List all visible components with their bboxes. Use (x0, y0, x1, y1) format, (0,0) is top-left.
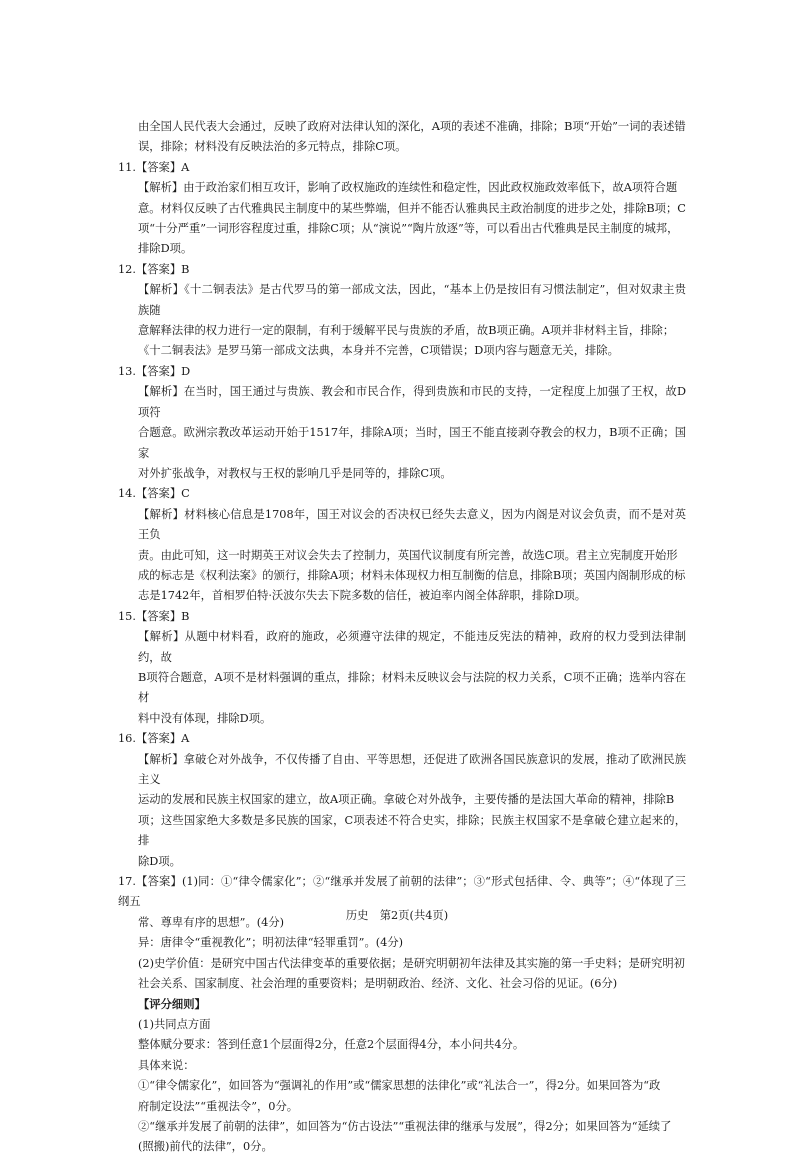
text-line: 运动的发展和民族主权国家的建立，故A项正确。拿破仑对外战争，主要传播的是法国大革命的精神，排除B (138, 793, 675, 807)
document-body (118, 117, 686, 1158)
text-line: 【解析】在当时，国王通过与贵族、教会和市民合作，得到贵族和市民的支持，一定程度上加强了王权，故D项符 (138, 385, 686, 419)
text-line: 志是1742年，首相罗伯特·沃波尔失去下院多数的信任，被迫率内阁全体辞职，排除D项。 (138, 589, 587, 603)
text-line: 【解析】从题中材料看，政府的施政，必须遵守法律的规定，不能违反宪法的精神，政府的权力受到法律制约，故 (138, 630, 686, 664)
text-line: 17.【答案】(1)同：①“律令儒家化”；②“继承并发展了前朝的法律”；③“形式包括律、令、典等”；④“体现了三纲五 (118, 875, 686, 909)
text-line: 【解析】拿破仑对外战争，不仅传播了自由、平等思想，还促进了欧洲各国民族意识的发展，推动了欧洲民族主义 (138, 752, 686, 786)
text-line: 排除D项。 (138, 242, 193, 256)
text-line: 府制定设法”“重视法令”，0分。 (138, 1099, 299, 1113)
page-footer: 历史 第2页(共4页) (345, 909, 449, 922)
text-line: 13.【答案】D (118, 364, 191, 378)
text-line: 意解释法律的权力进行一定的限制，有利于缓解平民与贵族的矛盾，故B项正确。A项并非材料主旨，排除； (138, 324, 675, 338)
text-line: 14.【答案】C (118, 487, 190, 501)
text-line: (照搬)前代的法律”，0分。 (138, 1140, 273, 1154)
text-line: 意。材料仅反映了古代雅典民主制度中的某些弊端，但并不能否认雅典民主政治制度的进步之处，排除B项；C (138, 201, 686, 215)
text-line: 16.【答案】A (118, 732, 190, 746)
text-line: 误，排除；材料没有反映法治的多元特点，排除C项。 (138, 140, 407, 154)
text-line: 项；这些国家绝大多数是多民族的国家，C项表述不符合史实，排除；民族主权国家不是拿破仑建立起来的，排 (138, 813, 686, 848)
text-line: ②“继承并发展了前朝的法律”，如回答为“仿古设法”“重视法律的继承与发展”，得2分；如果回答为“延续了 (138, 1119, 672, 1133)
text-line: 成的标志是《权利法案》的颁行，排除A项；材料未体现权力相互制衡的信息，排除B项；英国内阁制形成的标 (138, 568, 686, 582)
text-line: 合题意。欧洲宗教改革运动开始于1517年，排除A项；当时，国王不能直接剥夺教会的权力，B项不正确；国家 (138, 426, 686, 460)
text-line: B项符合题意，A项不是材料强调的重点，排除；材料未反映议会与法院的权力关系，C项不正确；选举内容在材 (138, 670, 686, 705)
text-line: 【解析】材料核心信息是1708年，国王对议会的否决权已经失去意义，因为内阁是对议会负责，而不是对英王负 (138, 507, 686, 542)
text-line: 项“十分严重”一词形容程度过重，排除C项；从“演说”“陶片放逐”等，可以看出古代雅典是民主制度的城邦， (138, 222, 679, 236)
text-line: 除D项。 (138, 854, 181, 868)
text-line: (1)共同点方面 (138, 1017, 211, 1031)
text-line: 常、尊卑有序的思想”。(4分) (138, 915, 285, 929)
text-line: 【解析】《十二铜表法》是古代罗马的第一部成文法，因此，“基本上仍是按旧有习惯法制定”，但对奴隶主贵族随 (138, 283, 686, 317)
text-line: 【评分细则】 (138, 997, 206, 1012)
text-line: 料中没有体现，排除D项。 (138, 711, 272, 725)
text-line: (2)史学价值：是研究中国古代法律变革的重要依据；是研究明朝初年法律及其实施的第一手史料；是研究明初 (138, 956, 685, 970)
text-line: 对外扩张战争，对教权与王权的影响几乎是同等的，排除C项。 (138, 466, 452, 480)
text-line: ①“律令儒家化”，如回答为“强调礼的作用”或“儒家思想的法律化”或“礼法合一”，得2分。如果回答为“政 (138, 1079, 661, 1093)
text-line: 【解析】由于政治家们相互攻讦，影响了政权施政的连续性和稳定性，因此政权施政效率低下，故A项符合题 (138, 181, 678, 195)
text-line: 15.【答案】B (118, 609, 190, 623)
text-line: 异：唐律令“重视教化”；明初法律“轻罪重罚”。(4分) (138, 936, 404, 950)
text-line: 12.【答案】B (118, 262, 190, 276)
text-line: 《十二铜表法》是罗马第一部成文法典，本身并不完善，C项错误；D项内容与题意无关，排除。 (138, 344, 619, 358)
text-line: 社会关系、国家制度、社会治理的重要资料；是明朝政治、经济、文化、社会习俗的见证。(6分) (138, 977, 618, 991)
text-line: 由全国人民代表大会通过，反映了政府对法律认知的深化，A项的表述不准确，排除；B项“开始”一词的表述错 (138, 120, 686, 133)
text-line: 整体赋分要求：答到任意1个层面得2分，任意2个层面得4分，本小问共4分。 (138, 1038, 525, 1052)
text-line: 具体来说： (138, 1058, 195, 1072)
text-line: 责。由此可知，这一时期英王对议会失去了控制力，英国代议制度有所完善，故选C项。君主立宪制度开始形 (138, 548, 678, 562)
text-line: 11.【答案】A (118, 160, 190, 174)
